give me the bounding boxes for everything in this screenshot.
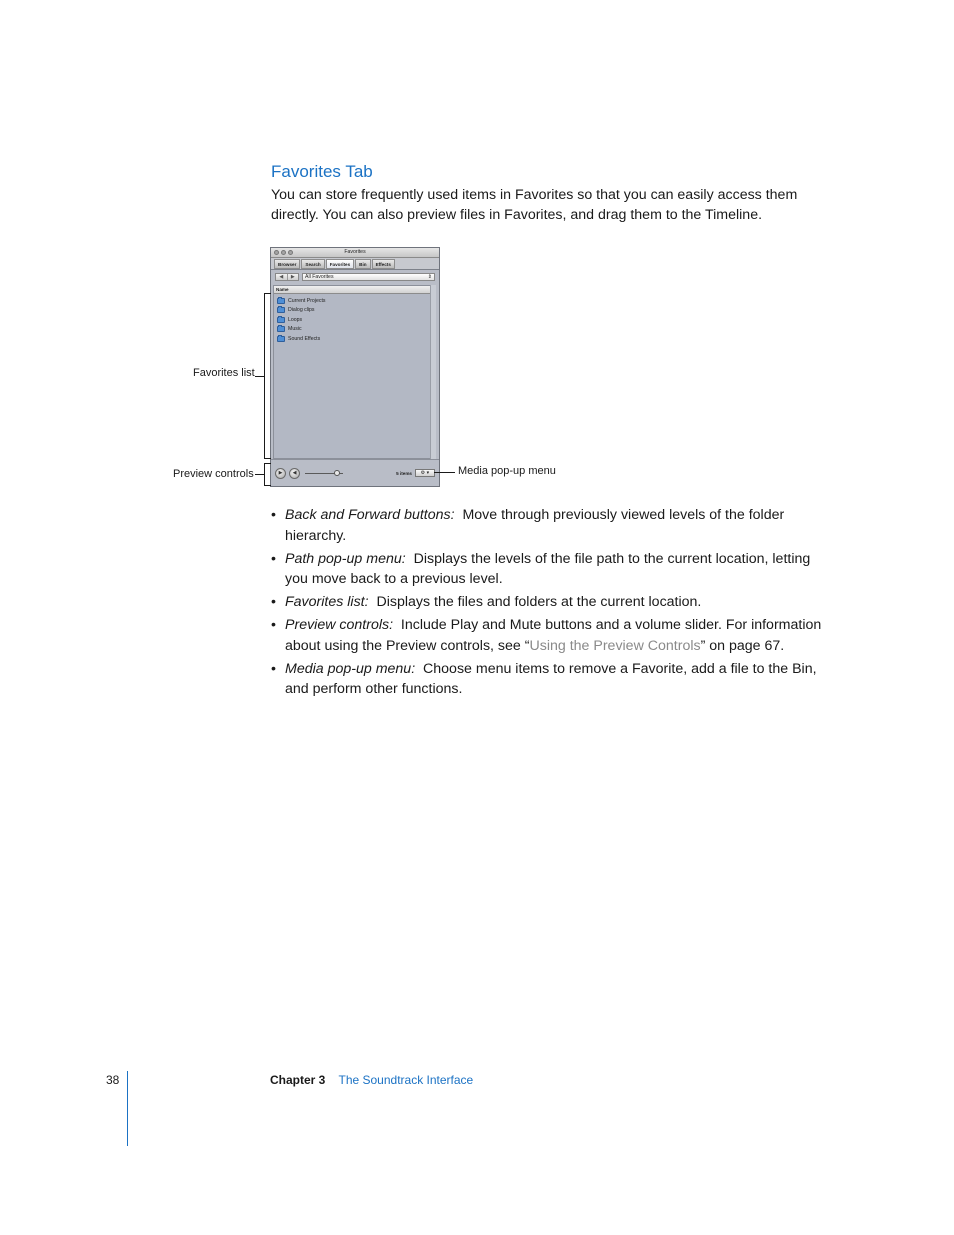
- folder-icon: [277, 336, 285, 342]
- footer-rule: [127, 1071, 128, 1146]
- bullet-term: Path pop-up menu:: [285, 550, 406, 567]
- play-button[interactable]: [275, 468, 286, 479]
- tab-bin[interactable]: Bin: [355, 259, 370, 269]
- play-icon: ▶: [278, 470, 283, 476]
- minimize-window-icon[interactable]: [281, 250, 286, 255]
- list-item-label: Music: [288, 326, 302, 333]
- zoom-window-icon[interactable]: [288, 250, 293, 255]
- favorites-list-bracket-bottom: [264, 458, 271, 459]
- path-popup-value: All Favorites: [305, 274, 334, 280]
- preview-controls-cross-reference-link[interactable]: Using the Preview Controls: [529, 637, 701, 654]
- bullet-text-end: ” on page 67.: [700, 637, 785, 654]
- list-item[interactable]: [277, 334, 432, 344]
- updown-arrows-icon: ⇕: [427, 274, 432, 280]
- forward-button[interactable]: ▶: [287, 274, 299, 280]
- volume-slider[interactable]: [305, 469, 343, 477]
- bullet-item: • Preview controls: Include Play and Mute buttons and a volume slider. For information about using the Preview controls, see “Using the Preview Controls” on page 67.: [271, 617, 822, 654]
- preview-controls-bracket: [264, 463, 265, 485]
- bullet-term: Preview controls:: [285, 617, 394, 633]
- media-popup-callout: Media pop-up menu: [458, 465, 556, 477]
- bullet-term: Media pop-up menu:: [285, 660, 416, 677]
- bullet-text: Displays the levels of the file path to the current location, letting you move back to a previous level.: [285, 550, 811, 587]
- page-number: 38: [106, 1073, 120, 1087]
- bullet-text: Include Play and Mute buttons and a volume slider. For information about using the Preview controls, see “: [285, 617, 822, 654]
- bullet-text: Move through previously viewed levels of the folder hierarchy.: [285, 507, 785, 544]
- tab-effects[interactable]: Effects: [372, 259, 395, 269]
- window-titlebar: [271, 248, 439, 258]
- bullet-text: Displays the files and folders at the current location.: [376, 594, 702, 610]
- path-popup-menu[interactable]: [302, 273, 435, 281]
- list-item[interactable]: [277, 315, 432, 325]
- favorites-list[interactable]: [273, 285, 433, 459]
- list-item-label: Dialog clips: [288, 307, 315, 314]
- preview-controls-leader: [255, 474, 264, 475]
- preview-controls-callout: Preview controls: [173, 468, 254, 480]
- folder-icon: [277, 326, 285, 332]
- preview-controls-bar: [271, 459, 439, 486]
- tab-search[interactable]: Search: [301, 259, 324, 269]
- list-item-label: Current Projects: [288, 297, 326, 304]
- volume-slider-knob[interactable]: [334, 470, 340, 476]
- list-item[interactable]: [277, 296, 432, 306]
- bullet-term: Back and Forward buttons:: [285, 507, 455, 523]
- bullet-item: • Back and Forward buttons: Move through previously viewed levels of the folder hierarchy.: [271, 507, 785, 544]
- list-item[interactable]: [277, 306, 432, 316]
- gear-icon: ⚙ ▾: [420, 470, 430, 476]
- intro-paragraph: You can store frequently used items in Favorites so that you can easily access them directly. You can also preview files in Favorites, and drag them to the Timeline.: [271, 187, 798, 223]
- favorites-window-screenshot: [270, 247, 440, 487]
- navigation-row: [271, 270, 439, 283]
- preview-controls-bracket-top: [264, 463, 271, 464]
- bullet-text: Choose menu items to remove a Favorite, add a file to the Bin, and perform other functions.: [285, 660, 817, 697]
- close-window-icon[interactable]: [274, 250, 279, 255]
- back-forward-buttons: [275, 273, 299, 281]
- bullet-term: Favorites list:: [285, 594, 369, 610]
- bullet-item: • Media pop-up menu: Choose menu items to remove a Favorite, add a file to the Bin, and perform other functions.: [271, 660, 817, 697]
- running-footer: [270, 1073, 473, 1087]
- preview-controls-bracket-bottom: [264, 485, 271, 486]
- footer-chapter-title[interactable]: The Soundtrack Interface: [338, 1073, 474, 1087]
- feature-bullet-list: [271, 505, 831, 702]
- folder-icon: [277, 298, 285, 304]
- speaker-icon: ◀: [292, 470, 297, 476]
- list-column-header[interactable]: Name: [274, 286, 432, 294]
- bullet-item: • Path pop-up menu: Displays the levels of the file path to the current location, letting you move back to a previous level.: [271, 550, 811, 587]
- window-controls: [274, 250, 293, 255]
- tab-browser[interactable]: Browser: [274, 259, 300, 269]
- media-popup-menu[interactable]: [415, 469, 435, 477]
- footer-chapter: Chapter 3: [270, 1073, 326, 1087]
- favorites-list-leader: [255, 376, 264, 377]
- tab-bar: [271, 258, 439, 270]
- bullet-item: • Favorites list: Displays the files and folders at the current location.: [271, 594, 702, 610]
- list-item-label: Loops: [288, 316, 303, 323]
- media-popup-leader: [434, 472, 455, 473]
- list-item[interactable]: [277, 325, 432, 335]
- favorites-list-bracket-top: [264, 293, 271, 294]
- mute-button[interactable]: [289, 468, 300, 479]
- tab-favorites[interactable]: Favorites: [326, 259, 354, 269]
- favorites-list-callout: Favorites list: [193, 367, 255, 379]
- section-heading: Favorites Tab: [271, 162, 373, 181]
- folder-icon: [277, 317, 285, 323]
- item-count: 5 items: [396, 470, 412, 476]
- window-title: Favorites: [344, 249, 366, 255]
- favorites-list-bracket: [264, 293, 265, 459]
- list-scrollbar[interactable]: [430, 285, 436, 459]
- list-item-label: Sound Effects: [288, 335, 321, 342]
- folder-icon: [277, 307, 285, 313]
- back-button[interactable]: ◀: [279, 274, 284, 280]
